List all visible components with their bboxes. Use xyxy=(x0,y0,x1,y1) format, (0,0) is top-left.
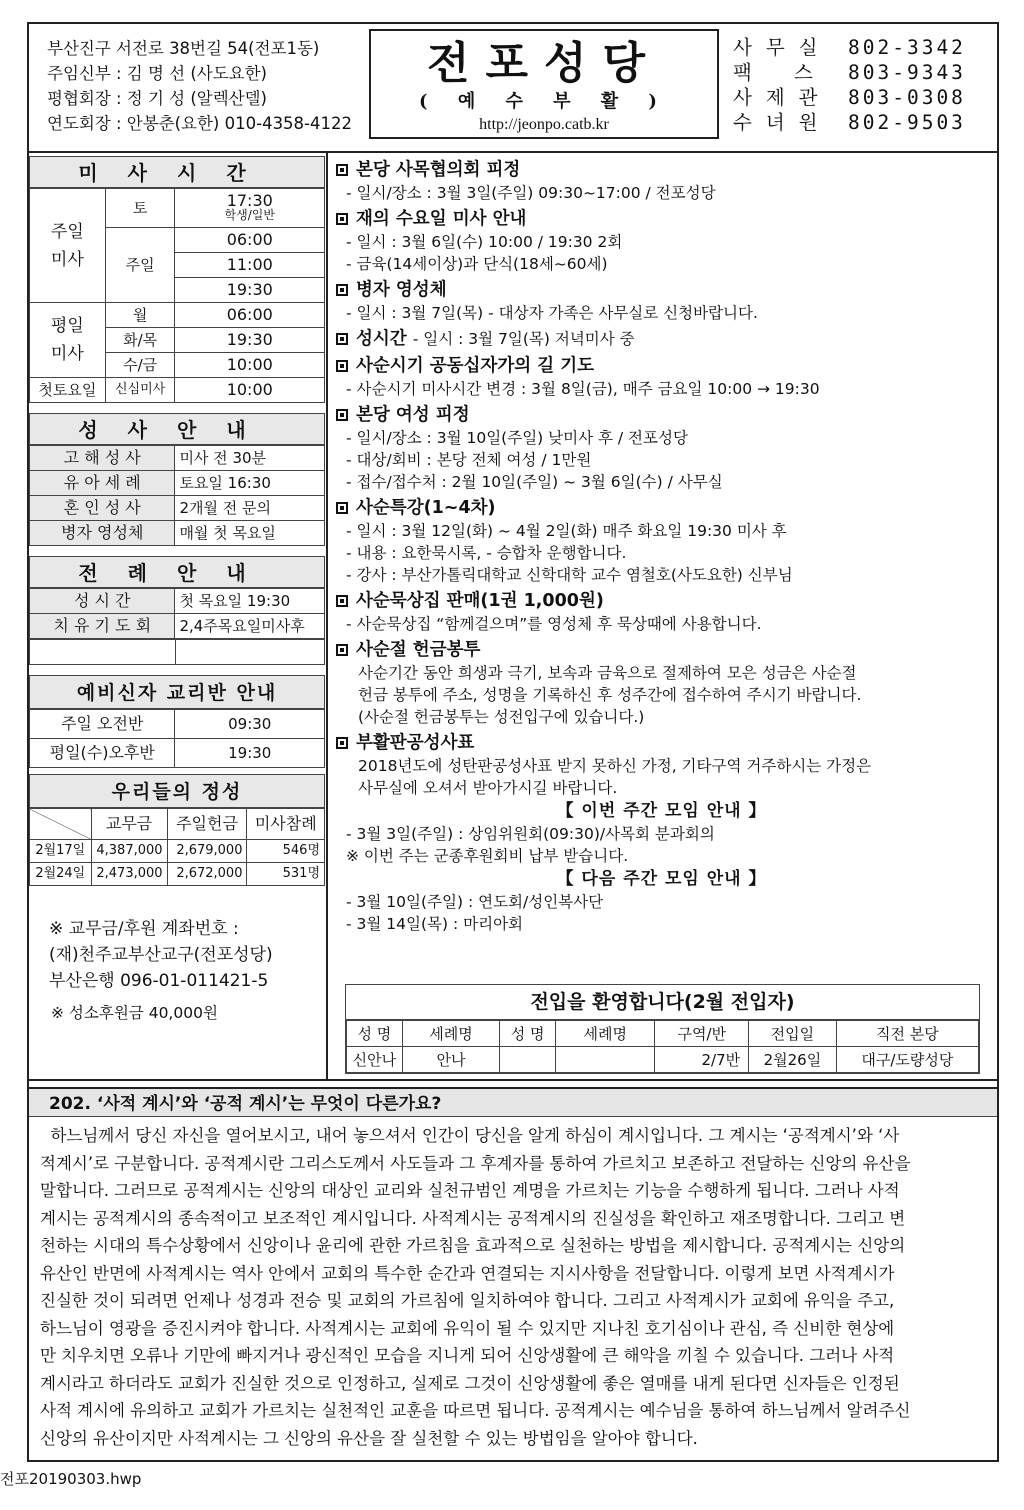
answer-paragraph xyxy=(40,1122,998,1452)
checkbox-bullet-icon xyxy=(336,737,348,749)
welcome-header: 구역/반 xyxy=(655,1021,749,1047)
welcome-cell: 대구/도량성당 xyxy=(836,1047,978,1073)
checkbox-bullet-icon xyxy=(336,213,348,225)
notice-line: - 사순시기 미사시간 변경 : 3월 8일(금), 매주 금요일 10:00 → 19:30 xyxy=(346,380,820,398)
meeting-line: ※ 이번 주는 군종후원회비 납부 받습니다. xyxy=(346,847,629,865)
contact-row xyxy=(733,60,966,85)
offering-cell: 2,473,000 xyxy=(91,863,167,886)
checkbox-bullet-icon xyxy=(336,409,348,421)
file-name: 전포20190303.hwp xyxy=(0,1470,142,1488)
checkbox-bullet-icon xyxy=(336,284,348,296)
blank-cell xyxy=(30,640,176,665)
welcome-table xyxy=(346,1020,979,1073)
welcome-title: 전입을 환영합니다(2월 전입자) xyxy=(346,985,979,1020)
welcome-cell: 신안나 xyxy=(347,1047,403,1073)
row-label: 치 유 기 도 회 xyxy=(30,614,175,639)
contact-number: 803-0308 xyxy=(848,86,966,109)
meeting-line: - 3월 3일(주일) : 상임위원회(09:30)/사목회 분과회의 xyxy=(346,825,715,843)
contact-row xyxy=(733,110,966,135)
account-line: 부산은행 096-01-011421-5 xyxy=(49,971,269,991)
account-info xyxy=(29,916,325,1026)
offering-title: 우리들의 정성 xyxy=(29,774,325,808)
notice-title xyxy=(334,354,989,378)
offering-cell: 2,679,000 xyxy=(167,840,247,863)
welcome-cell: 2월26일 xyxy=(749,1047,837,1073)
offering-header: 미사참례 xyxy=(247,809,325,840)
council-line: 평협회장 : 정 기 성 (알렉산델) xyxy=(47,89,267,108)
welcome-header: 세례명 xyxy=(556,1021,655,1047)
checkbox-bullet-icon xyxy=(336,360,348,372)
welcome-row xyxy=(347,1047,979,1073)
notice-title-text: 사순시기 공동십자가의 길 기도 xyxy=(356,356,595,376)
offering-row xyxy=(30,840,325,863)
answer-line: 천하는 시대의 특수상황에서 신앙이나 윤리에 관한 가르침을 효과적으로 실천하는 방법을 제시합니다. 공적계시는 신앙의 xyxy=(40,1236,906,1255)
mass-times-table xyxy=(29,188,325,403)
offering-header: 주일헌금 xyxy=(167,809,247,840)
sat-time: 17:30 xyxy=(226,191,273,210)
row-label: 병자 영성체 xyxy=(30,521,175,546)
meeting-line: - 3월 14일(목) : 마리아회 xyxy=(346,915,524,933)
answer-line: 신앙의 유산이지만 사적계시는 그 신앙의 유산을 잘 실천할 수 있는 방법임을 알아야 합니다. xyxy=(40,1428,698,1448)
sat-note: 학생/일반 xyxy=(224,208,275,222)
notice-title-text: 재의 수요일 미사 안내 xyxy=(356,209,527,229)
notices-panel xyxy=(334,158,989,935)
row-value: 토요일 16:30 xyxy=(175,471,325,496)
answer-line: 계시라고 하더라도 교회가 진실한 것으로 인정하고, 실제로 그것이 신앙생활에 좋은 열매를 내게 된다면 신자들은 인정된 xyxy=(40,1373,900,1393)
welcome-header: 직전 본당 xyxy=(836,1021,978,1047)
church-name: 전포성당 xyxy=(426,38,661,89)
first-sat-type: 신심미사 xyxy=(105,378,175,403)
liturgy-blank-row xyxy=(29,639,325,665)
contact-row xyxy=(733,85,966,110)
meeting-title: 【 다음 주간 모임 안내 】 xyxy=(556,869,767,889)
notice-inline: - 일시 : 3월 7일(목) 저녁미사 중 xyxy=(412,330,635,348)
checkbox-bullet-icon xyxy=(336,595,348,607)
table-row xyxy=(30,710,325,739)
notice-title xyxy=(334,496,989,520)
welcome-cell: 2/7반 xyxy=(655,1047,749,1073)
weekday-time: 06:00 xyxy=(175,303,325,328)
weekday-day: 월 xyxy=(105,303,175,328)
answer-line: 계시는 공적계시의 종속적이고 보조적인 계시입니다. 사적계시는 공적계시의 진실성을 확인하고 재조명합니다. 그리고 변 xyxy=(40,1208,906,1228)
blank-cell xyxy=(175,640,325,665)
meeting-title: 【 이번 주간 모임 안내 】 xyxy=(556,801,767,821)
table-row xyxy=(30,521,325,546)
catechumen-table xyxy=(29,709,325,768)
notice-title-text: 병자 영성체 xyxy=(356,280,447,300)
notice-line: 2018년도에 성탄판공성사표 받지 못하신 가정, 기타구역 거주하시는 가정은 xyxy=(358,757,872,775)
offering-header: 교무금 xyxy=(91,809,167,840)
youth-line: 연도회장 : 안봉춘(요한) 010-4358-4122 xyxy=(47,114,353,133)
header-info xyxy=(47,36,352,136)
weekday-day: 수/금 xyxy=(105,353,175,378)
row-value: 2개월 전 문의 xyxy=(175,496,325,521)
row-label: 평일(수)오후반 xyxy=(30,739,175,768)
contact-label: 수녀원 xyxy=(733,111,832,134)
header-divider xyxy=(29,151,997,153)
sun-label: 주일 xyxy=(105,228,175,303)
notice-line: - 일시/장소 : 3월 10일(주일) 낮미사 후 / 전포성당 xyxy=(346,429,688,447)
title-box xyxy=(369,29,719,139)
first-sat-label: 첫토요일 xyxy=(30,378,106,403)
account-line: ※ 교무금/후원 계좌번호 : xyxy=(49,919,239,939)
notice-line: - 일시 : 3월 6일(수) 10:00 / 19:30 2회 xyxy=(346,233,623,251)
first-sat-time: 10:00 xyxy=(175,378,325,403)
account-line: (재)천주교부산교구(전포성당) xyxy=(49,945,273,965)
row-value: 매월 첫 목요일 xyxy=(175,521,325,546)
contact-label: 사제관 xyxy=(733,86,832,109)
church-address: 부산진구 서전로 38번길 54(전포1동) xyxy=(47,39,320,58)
sun-time: 11:00 xyxy=(175,253,325,278)
offering-row xyxy=(30,863,325,886)
table-row xyxy=(30,471,325,496)
answer-line: 말합니다. 그러므로 공적계시는 신앙의 대상인 교리와 실천규범인 계명을 가르치는 기능을 수행하게 됩니다. 그러나 사적 xyxy=(40,1181,900,1200)
sat-label: 토 xyxy=(105,189,175,228)
notice-title xyxy=(334,327,989,351)
notice-line: 헌금 봉투에 주소, 성명을 기록하신 후 성주간에 접수하여 주시기 바랍니다. xyxy=(358,686,862,704)
table-row xyxy=(30,739,325,768)
row-label: 성 시 간 xyxy=(30,589,175,614)
welcome-table-box xyxy=(345,984,980,1074)
diagonal-cell xyxy=(30,809,92,840)
sunday-mass-label: 주일 미사 xyxy=(30,189,106,303)
liturgy-table xyxy=(29,588,325,639)
row-value: 19:30 xyxy=(175,739,325,768)
weekday-mass-label: 평일 미사 xyxy=(30,303,106,378)
answer-line: 만 치우치면 오류나 기만에 빠지거나 광신적인 모습을 지니게 되어 신앙생활에 큰 해악을 끼칠 수 있습니다. 그러나 사적 xyxy=(40,1346,895,1365)
notice-line: - 일시 : 3월 12일(화) ~ 4월 2일(화) 매주 화요일 19:30 미사 후 xyxy=(346,522,787,540)
sun-time: 19:30 xyxy=(175,278,325,303)
row-value: 2,4주목요일미사후 xyxy=(175,614,325,639)
offering-table xyxy=(29,808,325,886)
welcome-cell xyxy=(500,1047,556,1073)
offering-cell: 2,672,000 xyxy=(167,863,247,886)
welcome-cell xyxy=(556,1047,655,1073)
contact-number: 803-9343 xyxy=(848,61,966,84)
notice-title-text: 성시간 xyxy=(356,329,407,349)
weekday-time: 19:30 xyxy=(175,328,325,353)
offering-cell: 2월17일 xyxy=(30,840,92,863)
answer-line: 하느님이 영광을 증진시켜야 합니다. 사적계시는 교회에 유익이 될 수 있지만 지나친 호기심이나 관심, 즉 신비한 현상에 xyxy=(40,1318,895,1338)
notice-line: - 대상/회비 : 본당 전체 여성 / 1만원 xyxy=(346,451,592,469)
notice-line: 사순기간 동안 희생과 극기, 보속과 금육으로 절제하여 모은 성금은 사순절 xyxy=(358,664,857,682)
contact-label: 사무실 xyxy=(733,36,832,59)
notice-title xyxy=(334,589,989,613)
welcome-header: 세례명 xyxy=(402,1021,500,1047)
answer-line: 진실한 것이 되려면 언제나 성경과 전승 및 교회의 가르침에 일치하여야 합니다. 그리고 사적계시가 교회에 유익을 주고, xyxy=(40,1291,895,1310)
answer-line: 적계시’로 구분합니다. 공적계시란 그리스도께서 사도들과 그 후계자를 통하여 가르치고 보존하고 전달하는 신앙의 유산을 xyxy=(40,1153,911,1173)
liturgy-title: 전례안내 xyxy=(29,556,325,588)
contact-number: 802-3342 xyxy=(848,36,966,59)
sacraments-title: 성사안내 xyxy=(29,413,325,445)
notice-line: - 일시 : 3월 7일(목) - 대상자 가족은 사무실로 신청바랍니다. xyxy=(346,304,758,322)
offering-cell: 546명 xyxy=(247,840,325,863)
notice-line: - 금육(14세이상)과 단식(18세~60세) xyxy=(346,255,608,273)
contact-number: 802-9503 xyxy=(848,111,966,134)
body-divider xyxy=(29,1079,997,1081)
contact-label: 팩스 xyxy=(733,61,855,84)
offering-cell: 531명 xyxy=(247,863,325,886)
church-url[interactable]: http://jeonpo.catb.kr xyxy=(479,116,609,133)
liturgical-season: ( 예 수 부 활 ) xyxy=(419,91,669,112)
row-value: 첫 목요일 19:30 xyxy=(175,589,325,614)
table-row xyxy=(30,496,325,521)
notice-line: - 내용 : 요한묵시록, - 승합차 운행합니다. xyxy=(346,544,627,562)
left-panel xyxy=(29,156,325,1026)
answer-line: 사적 계시에 유의하고 교회가 가르치는 실천적인 교훈을 따르면 됩니다. 공적계시는 예수님을 통하여 하느님께서 알려주신 xyxy=(40,1401,911,1420)
column-divider xyxy=(326,153,328,1079)
contacts xyxy=(733,35,966,135)
notice-title xyxy=(334,638,989,662)
notice-line: (사순절 헌금봉투는 성전입구에 있습니다.) xyxy=(358,708,645,726)
notice-line: 사무실에 오셔서 받아가시길 바랍니다. xyxy=(358,779,618,797)
checkbox-bullet-icon xyxy=(336,644,348,656)
meeting-line: - 3월 10일(주일) : 연도회/성인복사단 xyxy=(346,893,604,911)
contact-row xyxy=(733,35,966,60)
notice-title xyxy=(334,278,989,302)
table-row xyxy=(30,614,325,639)
notice-title-text: 본당 여성 피정 xyxy=(356,405,470,425)
row-value: 09:30 xyxy=(175,710,325,739)
notice-title xyxy=(334,403,989,427)
welcome-cell: 안나 xyxy=(402,1047,500,1073)
checkbox-bullet-icon xyxy=(336,164,348,176)
welcome-header-row xyxy=(347,1021,979,1047)
table-row xyxy=(30,589,325,614)
notice-title xyxy=(334,207,989,231)
notice-line: - 강사 : 부산가톨릭대학교 신학대학 교수 염철호(사도요한) 신부님 xyxy=(346,566,793,584)
notice-title-text: 부활판공성사표 xyxy=(356,733,475,753)
row-label: 혼 인 성 사 xyxy=(30,496,175,521)
welcome-header: 성 명 xyxy=(500,1021,556,1047)
question-title: 202. ‘사적 계시’와 ‘공적 계시’는 무엇이 다른가요? xyxy=(29,1087,997,1117)
notice-title-text: 사순묵상집 판매(1권 1,000원) xyxy=(356,591,604,611)
checkbox-bullet-icon xyxy=(336,333,348,345)
notice-title-text: 사순특강(1~4차) xyxy=(356,498,496,518)
pastor-line: 주임신부 : 김 명 선 (사도요한) xyxy=(47,64,267,83)
table-row xyxy=(30,446,325,471)
weekday-time: 10:00 xyxy=(175,353,325,378)
sacraments-table xyxy=(29,445,325,546)
notice-title xyxy=(334,731,989,755)
row-label: 유 아 세 례 xyxy=(30,471,175,496)
notice-line: - 사순묵상집 “함께걸으며”를 영성체 후 묵상때에 사용합니다. xyxy=(346,615,762,633)
offering-header-row xyxy=(30,809,325,840)
offering-cell: 4,387,000 xyxy=(91,840,167,863)
checkbox-bullet-icon xyxy=(336,502,348,514)
welcome-header: 전입일 xyxy=(749,1021,837,1047)
row-label: 고 해 성 사 xyxy=(30,446,175,471)
row-value: 미사 전 30분 xyxy=(175,446,325,471)
catechumen-title: 예비신자 교리반 안내 xyxy=(29,675,325,709)
mass-times-title: 미사시간 xyxy=(29,156,325,188)
welcome-header: 성 명 xyxy=(347,1021,403,1047)
notice-line: - 일시/장소 : 3월 3일(주일) 09:30~17:00 / 전포성당 xyxy=(346,184,716,202)
notice-title-text: 사순절 헌금봉투 xyxy=(356,640,481,660)
answer-line: 하느님께서 당신 자신을 열어보시고, 내어 놓으셔서 인간이 당신을 알게 하심이 계시입니다. 그 계시는 ‘공적계시’와 ‘사 xyxy=(40,1126,900,1145)
notice-title xyxy=(334,158,989,182)
row-label: 주일 오전반 xyxy=(30,710,175,739)
offering-cell: 2월24일 xyxy=(30,863,92,886)
notice-title-text: 본당 사목협의회 피정 xyxy=(356,160,521,180)
weekday-day: 화/목 xyxy=(105,328,175,353)
notice-line: - 접수/접수처 : 2월 10일(주일) ~ 3월 6일(수) / 사무실 xyxy=(346,473,723,491)
vocation-note: ※ 성소후원금 40,000원 xyxy=(51,1004,218,1022)
answer-line: 유산인 반면에 사적계시는 역사 안에서 교회의 특수한 순간과 연결되는 지시사항을 전달합니다. 이렇게 보면 사적계시가 xyxy=(40,1263,895,1283)
sun-time: 06:00 xyxy=(175,228,325,253)
